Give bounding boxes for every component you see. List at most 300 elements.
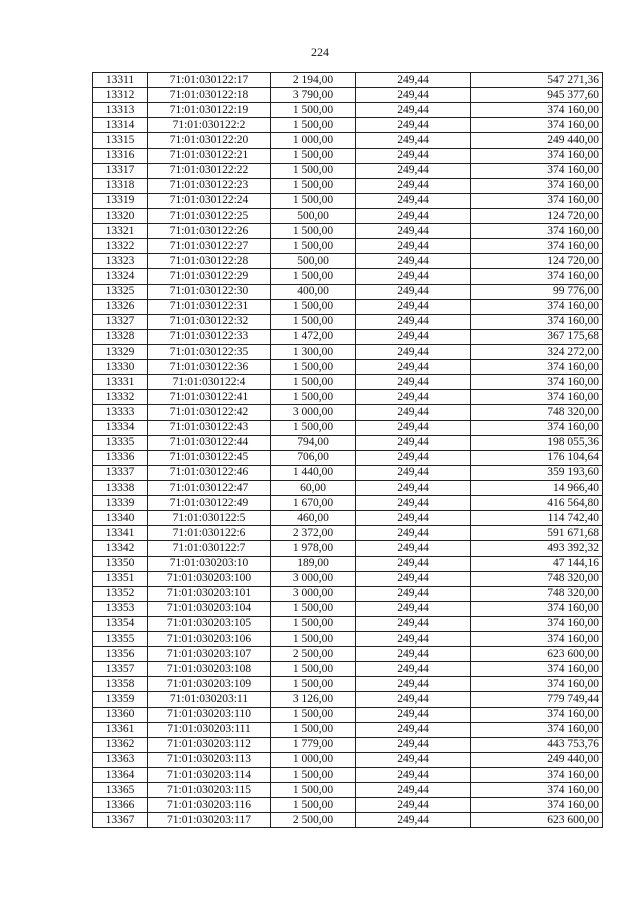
row-number-cell: 13322 (93, 239, 148, 254)
rate-cell: 249,44 (356, 133, 471, 148)
value-cell: 748 320,00 (471, 571, 603, 586)
value-cell: 374 160,00 (471, 360, 603, 375)
row-number-cell: 13316 (93, 148, 148, 163)
table-row (93, 148, 603, 163)
area-cell: 1 300,00 (271, 344, 356, 359)
table-row (93, 133, 603, 148)
table-row (93, 224, 603, 239)
table-row (93, 601, 603, 616)
rate-cell: 249,44 (356, 148, 471, 163)
row-number-cell: 13328 (93, 329, 148, 344)
value-cell: 748 320,00 (471, 586, 603, 601)
rate-cell: 249,44 (356, 375, 471, 390)
row-number-cell: 13336 (93, 450, 148, 465)
cadastral-number-cell: 71:01:030122:5 (148, 511, 271, 526)
cadastral-number-cell: 71:01:030122:31 (148, 299, 271, 314)
value-cell: 324 272,00 (471, 344, 603, 359)
value-cell: 374 160,00 (471, 148, 603, 163)
cadastral-number-cell: 71:01:030203:112 (148, 737, 271, 752)
table-row (93, 768, 603, 783)
row-number-cell: 13320 (93, 208, 148, 223)
rate-cell: 249,44 (356, 178, 471, 193)
value-cell: 374 160,00 (471, 390, 603, 405)
cadastral-number-cell: 71:01:030203:113 (148, 752, 271, 767)
value-cell: 114 742,40 (471, 511, 603, 526)
area-cell: 1 500,00 (271, 239, 356, 254)
rate-cell: 249,44 (356, 480, 471, 495)
table-row (93, 707, 603, 722)
table-row (93, 314, 603, 329)
table-row (93, 118, 603, 133)
area-cell: 794,00 (271, 435, 356, 450)
rate-cell: 249,44 (356, 284, 471, 299)
rate-cell: 249,44 (356, 632, 471, 647)
cadastral-number-cell: 71:01:030122:24 (148, 193, 271, 208)
value-cell: 374 160,00 (471, 193, 603, 208)
value-cell: 374 160,00 (471, 375, 603, 390)
cadastral-number-cell: 71:01:030122:2 (148, 118, 271, 133)
value-cell: 374 160,00 (471, 707, 603, 722)
row-number-cell: 13342 (93, 541, 148, 556)
value-cell: 198 055,36 (471, 435, 603, 450)
row-number-cell: 13312 (93, 88, 148, 103)
area-cell: 2 194,00 (271, 73, 356, 88)
rate-cell: 249,44 (356, 662, 471, 677)
table-row (93, 405, 603, 420)
area-cell: 1 500,00 (271, 798, 356, 813)
cadastral-number-cell: 71:01:030122:21 (148, 148, 271, 163)
area-cell: 1 500,00 (271, 662, 356, 677)
cadastral-value-table (92, 72, 603, 828)
rate-cell: 249,44 (356, 163, 471, 178)
cadastral-number-cell: 71:01:030122:29 (148, 269, 271, 284)
cadastral-number-cell: 71:01:030203:11 (148, 692, 271, 707)
area-cell: 1 500,00 (271, 299, 356, 314)
value-cell: 623 600,00 (471, 647, 603, 662)
value-cell: 374 160,00 (471, 632, 603, 647)
row-number-cell: 13362 (93, 737, 148, 752)
row-number-cell: 13352 (93, 586, 148, 601)
row-number-cell: 13351 (93, 571, 148, 586)
row-number-cell: 13327 (93, 314, 148, 329)
row-number-cell: 13354 (93, 616, 148, 631)
cadastral-number-cell: 71:01:030122:43 (148, 420, 271, 435)
table-row (93, 269, 603, 284)
area-cell: 1 472,00 (271, 329, 356, 344)
value-cell: 748 320,00 (471, 405, 603, 420)
area-cell: 400,00 (271, 284, 356, 299)
value-cell: 493 392,32 (471, 541, 603, 556)
table-row (93, 284, 603, 299)
rate-cell: 249,44 (356, 224, 471, 239)
value-cell: 374 160,00 (471, 420, 603, 435)
area-cell: 1 500,00 (271, 163, 356, 178)
area-cell: 1 500,00 (271, 390, 356, 405)
row-number-cell: 13339 (93, 496, 148, 511)
table-row (93, 103, 603, 118)
rate-cell: 249,44 (356, 707, 471, 722)
row-number-cell: 13364 (93, 768, 148, 783)
cadastral-number-cell: 71:01:030122:35 (148, 344, 271, 359)
value-cell: 249 440,00 (471, 752, 603, 767)
value-cell: 47 144,16 (471, 556, 603, 571)
row-number-cell: 13366 (93, 798, 148, 813)
area-cell: 3 000,00 (271, 405, 356, 420)
table-row (93, 329, 603, 344)
rate-cell: 249,44 (356, 586, 471, 601)
table-row (93, 299, 603, 314)
cadastral-number-cell: 71:01:030203:109 (148, 677, 271, 692)
row-number-cell: 13340 (93, 511, 148, 526)
cadastral-number-cell: 71:01:030203:115 (148, 783, 271, 798)
row-number-cell: 13331 (93, 375, 148, 390)
cadastral-number-cell: 71:01:030122:33 (148, 329, 271, 344)
area-cell: 1 500,00 (271, 722, 356, 737)
cadastral-number-cell: 71:01:030122:4 (148, 375, 271, 390)
cadastral-number-cell: 71:01:030122:49 (148, 496, 271, 511)
table-row (93, 193, 603, 208)
cadastral-number-cell: 71:01:030122:19 (148, 103, 271, 118)
rate-cell: 249,44 (356, 511, 471, 526)
area-cell: 3 126,00 (271, 692, 356, 707)
table-row (93, 813, 603, 828)
row-number-cell: 13355 (93, 632, 148, 647)
cadastral-number-cell: 71:01:030122:41 (148, 390, 271, 405)
rate-cell: 249,44 (356, 390, 471, 405)
value-cell: 547 271,36 (471, 73, 603, 88)
page-number: 224 (311, 45, 329, 59)
table-row (93, 798, 603, 813)
area-cell: 1 500,00 (271, 420, 356, 435)
cadastral-number-cell: 71:01:030122:27 (148, 239, 271, 254)
area-cell: 1 500,00 (271, 224, 356, 239)
value-cell: 443 753,76 (471, 737, 603, 752)
value-cell: 374 160,00 (471, 299, 603, 314)
value-cell: 374 160,00 (471, 768, 603, 783)
cadastral-number-cell: 71:01:030122:26 (148, 224, 271, 239)
rate-cell: 249,44 (356, 118, 471, 133)
table-row (93, 737, 603, 752)
table-row (93, 783, 603, 798)
rate-cell: 249,44 (356, 435, 471, 450)
value-cell: 374 160,00 (471, 662, 603, 677)
rate-cell: 249,44 (356, 541, 471, 556)
row-number-cell: 13361 (93, 722, 148, 737)
value-cell: 374 160,00 (471, 163, 603, 178)
row-number-cell: 13359 (93, 692, 148, 707)
row-number-cell: 13335 (93, 435, 148, 450)
value-cell: 374 160,00 (471, 601, 603, 616)
cadastral-number-cell: 71:01:030122:23 (148, 178, 271, 193)
value-cell: 374 160,00 (471, 269, 603, 284)
rate-cell: 249,44 (356, 526, 471, 541)
value-cell: 374 160,00 (471, 677, 603, 692)
table-row (93, 254, 603, 269)
row-number-cell: 13311 (93, 73, 148, 88)
rate-cell: 249,44 (356, 616, 471, 631)
area-cell: 1 978,00 (271, 541, 356, 556)
value-cell: 374 160,00 (471, 178, 603, 193)
row-number-cell: 13325 (93, 284, 148, 299)
value-cell: 374 160,00 (471, 798, 603, 813)
area-cell: 3 000,00 (271, 571, 356, 586)
value-cell: 124 720,00 (471, 254, 603, 269)
rate-cell: 249,44 (356, 299, 471, 314)
cadastral-number-cell: 71:01:030122:25 (148, 208, 271, 223)
row-number-cell: 13337 (93, 465, 148, 480)
row-number-cell: 13341 (93, 526, 148, 541)
table-row (93, 692, 603, 707)
area-cell: 1 500,00 (271, 601, 356, 616)
value-cell: 374 160,00 (471, 722, 603, 737)
rate-cell: 249,44 (356, 239, 471, 254)
row-number-cell: 13360 (93, 707, 148, 722)
table-row (93, 571, 603, 586)
area-cell: 1 500,00 (271, 193, 356, 208)
cadastral-number-cell: 71:01:030122:20 (148, 133, 271, 148)
rate-cell: 249,44 (356, 344, 471, 359)
rate-cell: 249,44 (356, 269, 471, 284)
area-cell: 1 500,00 (271, 707, 356, 722)
table-row (93, 163, 603, 178)
cadastral-number-cell: 71:01:030122:46 (148, 465, 271, 480)
value-cell: 249 440,00 (471, 133, 603, 148)
row-number-cell: 13323 (93, 254, 148, 269)
cadastral-number-cell: 71:01:030203:116 (148, 798, 271, 813)
row-number-cell: 13365 (93, 783, 148, 798)
table-row (93, 435, 603, 450)
cadastral-number-cell: 71:01:030122:36 (148, 360, 271, 375)
table-row (93, 88, 603, 103)
area-cell: 460,00 (271, 511, 356, 526)
rate-cell: 249,44 (356, 254, 471, 269)
table-row (93, 632, 603, 647)
value-cell: 367 175,68 (471, 329, 603, 344)
table-row (93, 390, 603, 405)
area-cell: 1 500,00 (271, 677, 356, 692)
rate-cell: 249,44 (356, 496, 471, 511)
row-number-cell: 13338 (93, 480, 148, 495)
table-row (93, 480, 603, 495)
table-row (93, 722, 603, 737)
area-cell: 1 500,00 (271, 360, 356, 375)
value-cell: 374 160,00 (471, 783, 603, 798)
cadastral-number-cell: 71:01:030203:117 (148, 813, 271, 828)
rate-cell: 249,44 (356, 692, 471, 707)
row-number-cell: 13334 (93, 420, 148, 435)
cadastral-number-cell: 71:01:030203:108 (148, 662, 271, 677)
rate-cell: 249,44 (356, 329, 471, 344)
table-row (93, 541, 603, 556)
rate-cell: 249,44 (356, 556, 471, 571)
table-row (93, 178, 603, 193)
cadastral-number-cell: 71:01:030122:6 (148, 526, 271, 541)
area-cell: 189,00 (271, 556, 356, 571)
cadastral-number-cell: 71:01:030203:105 (148, 616, 271, 631)
table-row (93, 616, 603, 631)
area-cell: 1 500,00 (271, 269, 356, 284)
rate-cell: 249,44 (356, 752, 471, 767)
cadastral-number-cell: 71:01:030122:22 (148, 163, 271, 178)
cadastral-number-cell: 71:01:030203:104 (148, 601, 271, 616)
area-cell: 1 500,00 (271, 783, 356, 798)
row-number-cell: 13317 (93, 163, 148, 178)
rate-cell: 249,44 (356, 768, 471, 783)
rate-cell: 249,44 (356, 647, 471, 662)
rate-cell: 249,44 (356, 783, 471, 798)
area-cell: 1 000,00 (271, 133, 356, 148)
rate-cell: 249,44 (356, 420, 471, 435)
value-cell: 374 160,00 (471, 103, 603, 118)
cadastral-number-cell: 71:01:030203:100 (148, 571, 271, 586)
area-cell: 60,00 (271, 480, 356, 495)
area-cell: 1 500,00 (271, 148, 356, 163)
rate-cell: 249,44 (356, 73, 471, 88)
area-cell: 500,00 (271, 208, 356, 223)
row-number-cell: 13356 (93, 647, 148, 662)
rate-cell: 249,44 (356, 450, 471, 465)
cadastral-number-cell: 71:01:030122:18 (148, 88, 271, 103)
value-cell: 623 600,00 (471, 813, 603, 828)
table-row (93, 647, 603, 662)
value-cell: 124 720,00 (471, 208, 603, 223)
area-cell: 1 500,00 (271, 178, 356, 193)
cadastral-number-cell: 71:01:030122:45 (148, 450, 271, 465)
cadastral-number-cell: 71:01:030122:17 (148, 73, 271, 88)
rate-cell: 249,44 (356, 103, 471, 118)
area-cell: 2 500,00 (271, 813, 356, 828)
value-cell: 359 193,60 (471, 465, 603, 480)
row-number-cell: 13363 (93, 752, 148, 767)
area-cell: 1 500,00 (271, 616, 356, 631)
table-row (93, 526, 603, 541)
row-number-cell: 13358 (93, 677, 148, 692)
area-cell: 1 500,00 (271, 314, 356, 329)
cadastral-number-cell: 71:01:030203:111 (148, 722, 271, 737)
table-row (93, 465, 603, 480)
row-number-cell: 13324 (93, 269, 148, 284)
value-cell: 176 104,64 (471, 450, 603, 465)
cadastral-number-cell: 71:01:030122:28 (148, 254, 271, 269)
row-number-cell: 13326 (93, 299, 148, 314)
area-cell: 500,00 (271, 254, 356, 269)
rate-cell: 249,44 (356, 193, 471, 208)
cadastral-number-cell: 71:01:030203:101 (148, 586, 271, 601)
table-row (93, 677, 603, 692)
area-cell: 1 000,00 (271, 752, 356, 767)
row-number-cell: 13332 (93, 390, 148, 405)
value-cell: 374 160,00 (471, 224, 603, 239)
value-cell: 374 160,00 (471, 616, 603, 631)
cadastral-number-cell: 71:01:030203:107 (148, 647, 271, 662)
cadastral-number-cell: 71:01:030203:106 (148, 632, 271, 647)
rate-cell: 249,44 (356, 677, 471, 692)
value-cell: 374 160,00 (471, 314, 603, 329)
row-number-cell: 13314 (93, 118, 148, 133)
cadastral-number-cell: 71:01:030122:42 (148, 405, 271, 420)
table-row (93, 360, 603, 375)
area-cell: 1 500,00 (271, 118, 356, 133)
value-cell: 591 671,68 (471, 526, 603, 541)
rate-cell: 249,44 (356, 314, 471, 329)
cadastral-number-cell: 71:01:030203:114 (148, 768, 271, 783)
row-number-cell: 13367 (93, 813, 148, 828)
rate-cell: 249,44 (356, 813, 471, 828)
rate-cell: 249,44 (356, 88, 471, 103)
rate-cell: 249,44 (356, 465, 471, 480)
rate-cell: 249,44 (356, 405, 471, 420)
value-cell: 779 749,44 (471, 692, 603, 707)
cadastral-number-cell: 71:01:030122:7 (148, 541, 271, 556)
rate-cell: 249,44 (356, 208, 471, 223)
rate-cell: 249,44 (356, 798, 471, 813)
table-row (93, 511, 603, 526)
rate-cell: 249,44 (356, 360, 471, 375)
area-cell: 1 779,00 (271, 737, 356, 752)
area-cell: 3 790,00 (271, 88, 356, 103)
row-number-cell: 13353 (93, 601, 148, 616)
area-cell: 1 500,00 (271, 768, 356, 783)
rate-cell: 249,44 (356, 571, 471, 586)
row-number-cell: 13318 (93, 178, 148, 193)
table-row (93, 239, 603, 254)
row-number-cell: 13357 (93, 662, 148, 677)
area-cell: 3 000,00 (271, 586, 356, 601)
row-number-cell: 13315 (93, 133, 148, 148)
row-number-cell: 13333 (93, 405, 148, 420)
cadastral-number-cell: 71:01:030203:110 (148, 707, 271, 722)
table-row (93, 662, 603, 677)
cadastral-number-cell: 71:01:030122:30 (148, 284, 271, 299)
cadastral-number-cell: 71:01:030122:32 (148, 314, 271, 329)
rate-cell: 249,44 (356, 737, 471, 752)
area-cell: 1 500,00 (271, 103, 356, 118)
area-cell: 1 500,00 (271, 632, 356, 647)
value-cell: 374 160,00 (471, 118, 603, 133)
rate-cell: 249,44 (356, 601, 471, 616)
value-cell: 945 377,60 (471, 88, 603, 103)
area-cell: 1 500,00 (271, 375, 356, 390)
row-number-cell: 13330 (93, 360, 148, 375)
cadastral-number-cell: 71:01:030203:10 (148, 556, 271, 571)
table-body (93, 73, 603, 828)
row-number-cell: 13350 (93, 556, 148, 571)
table-row (93, 344, 603, 359)
value-cell: 14 966,40 (471, 480, 603, 495)
row-number-cell: 13319 (93, 193, 148, 208)
table-row (93, 73, 603, 88)
value-cell: 374 160,00 (471, 239, 603, 254)
area-cell: 2 500,00 (271, 647, 356, 662)
table-row (93, 420, 603, 435)
area-cell: 1 670,00 (271, 496, 356, 511)
cadastral-number-cell: 71:01:030122:47 (148, 480, 271, 495)
row-number-cell: 13321 (93, 224, 148, 239)
area-cell: 706,00 (271, 450, 356, 465)
area-cell: 1 440,00 (271, 465, 356, 480)
table-row (93, 450, 603, 465)
table-row (93, 586, 603, 601)
table-row (93, 375, 603, 390)
table-row (93, 556, 603, 571)
cadastral-number-cell: 71:01:030122:44 (148, 435, 271, 450)
table-row (93, 496, 603, 511)
value-cell: 416 564,80 (471, 496, 603, 511)
value-cell: 99 776,00 (471, 284, 603, 299)
row-number-cell: 13329 (93, 344, 148, 359)
row-number-cell: 13313 (93, 103, 148, 118)
area-cell: 2 372,00 (271, 526, 356, 541)
